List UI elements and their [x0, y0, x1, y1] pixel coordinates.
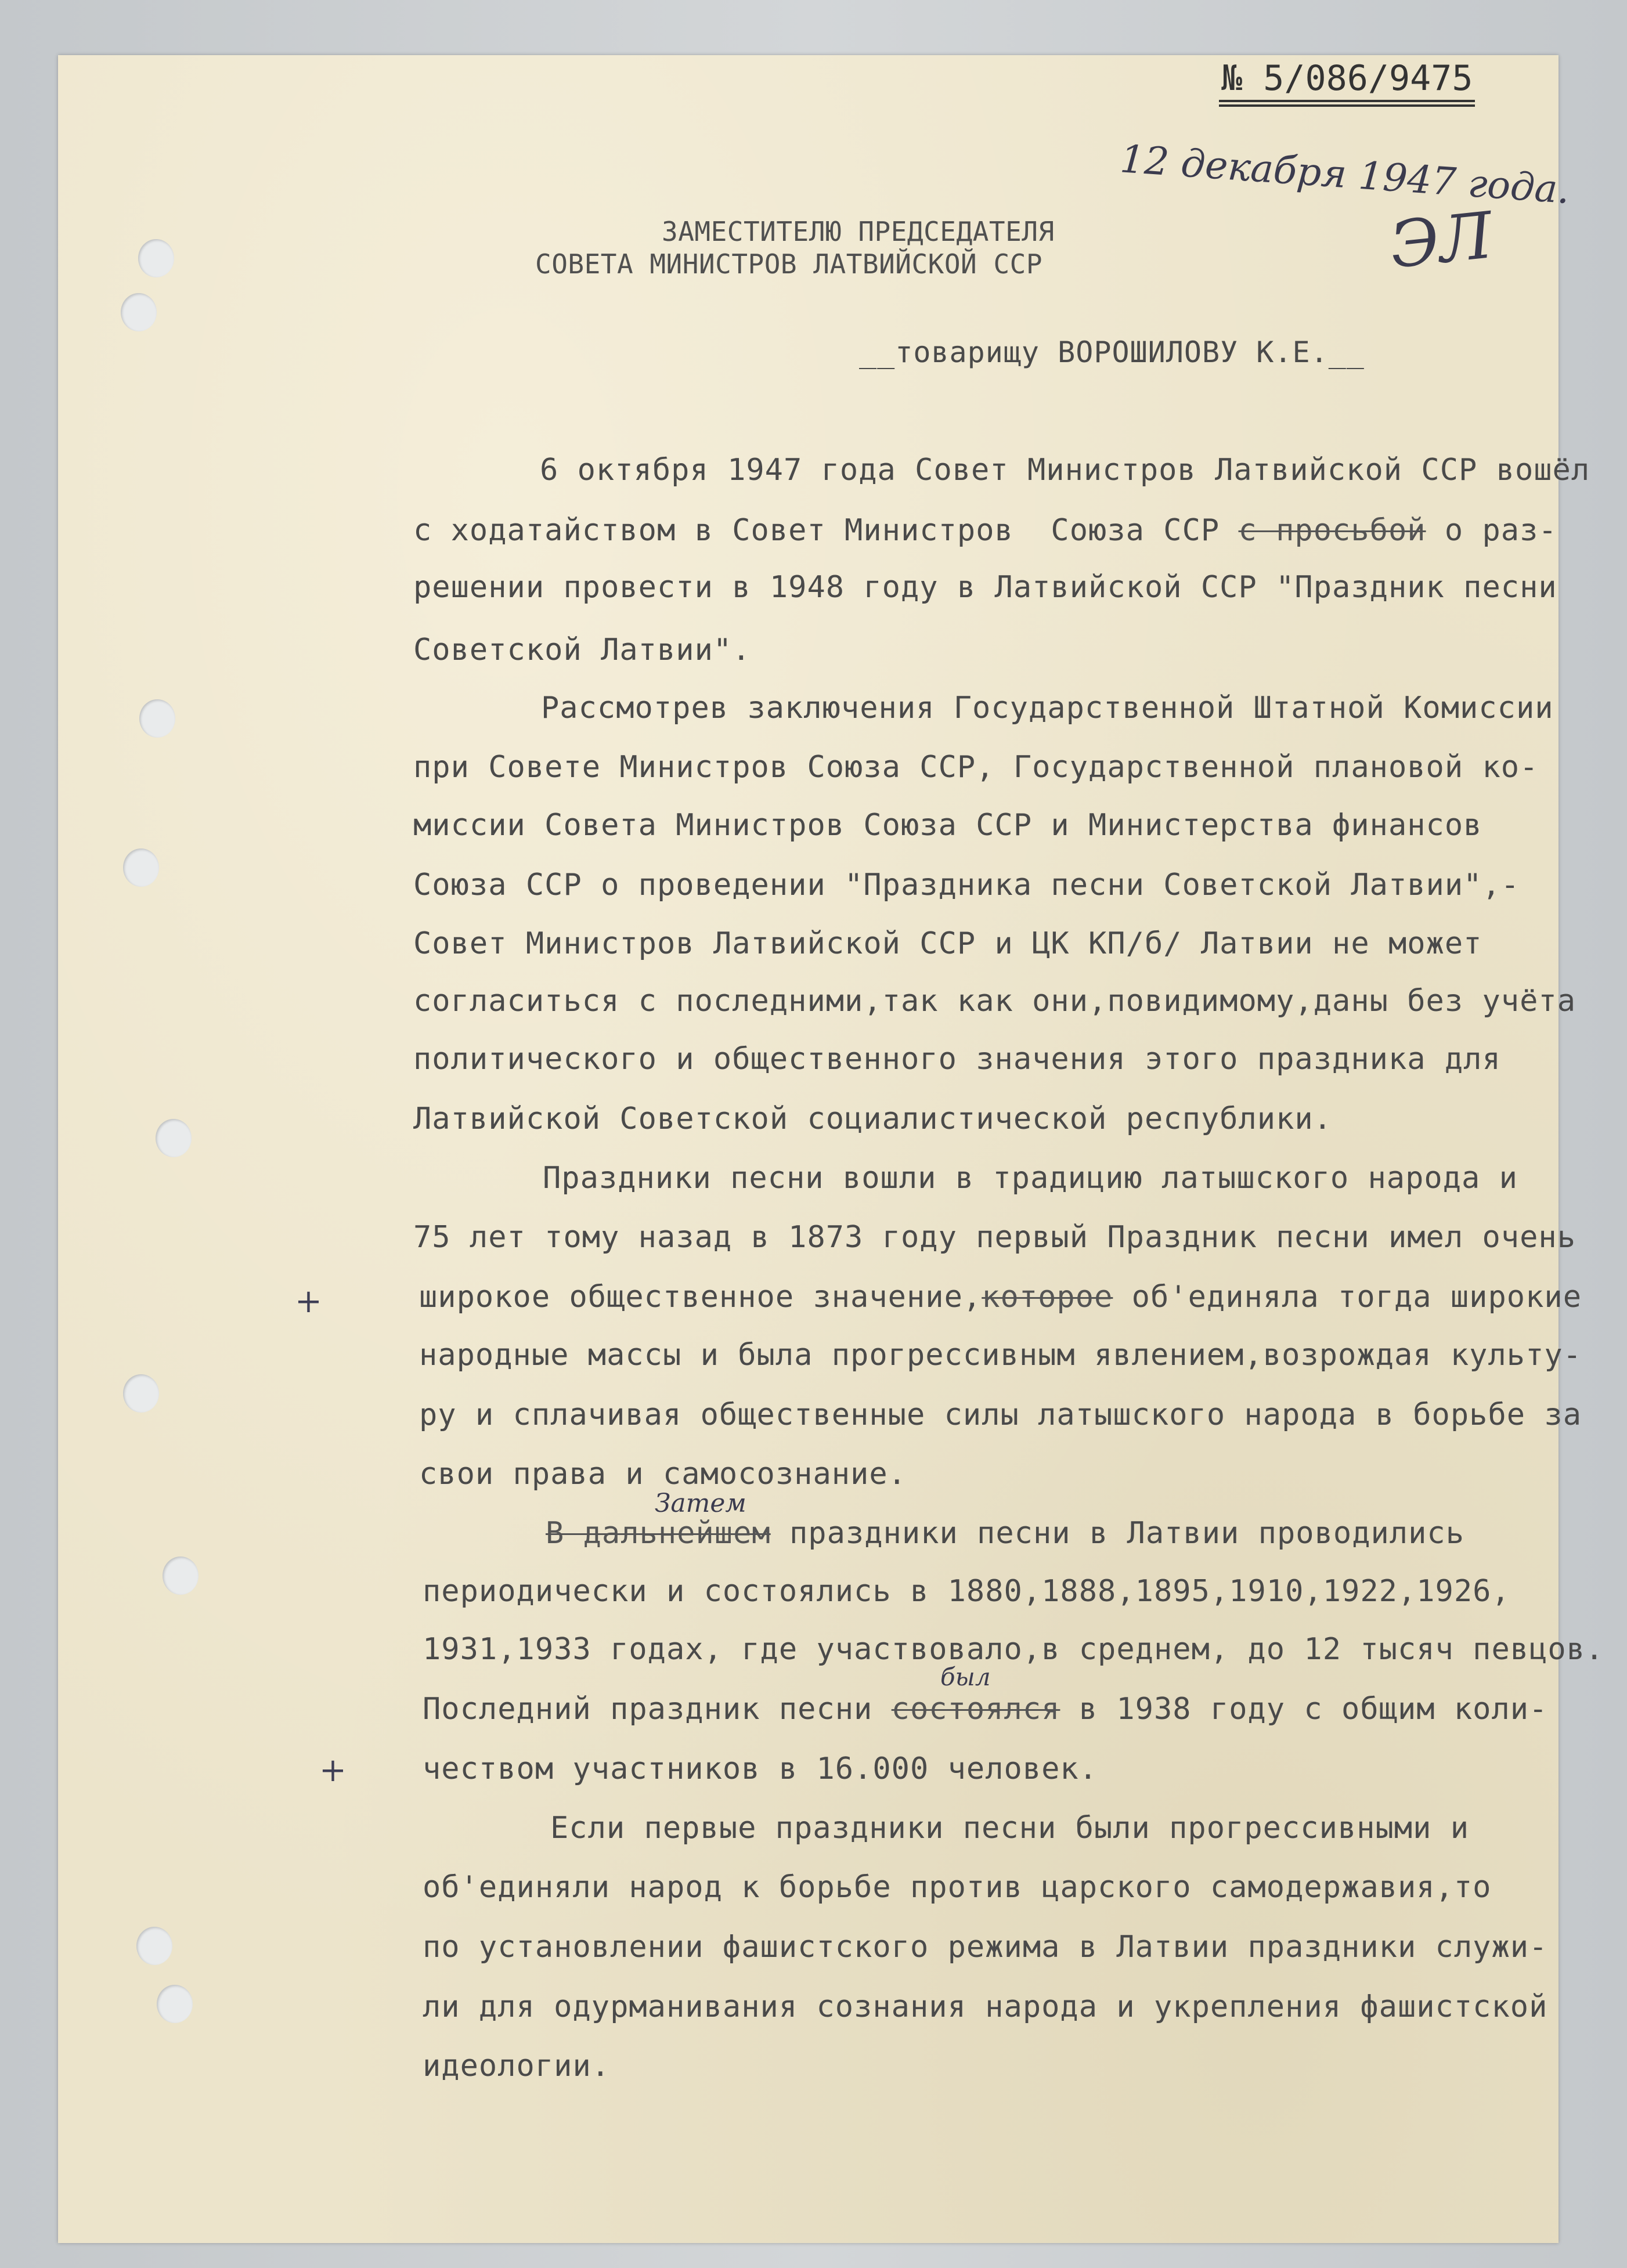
header-line-2: СОВЕТА МИНИСТРОВ ЛАТВИЙСКОЙ ССР — [535, 248, 1043, 280]
punch-hole — [157, 1985, 193, 2023]
text-line: чеством участников в 16.000 человек. — [423, 1751, 1098, 1786]
punch-hole — [163, 1556, 199, 1595]
struck-text: с просьбой — [1238, 513, 1426, 548]
text-line: В дальнейшем праздники песни в Латвии проводились — [546, 1516, 1465, 1551]
text-line: ру и сплачивая общественные силы латышского народа в борьбе за — [419, 1397, 1582, 1432]
text-line: Латвийской Советской социалистической республики. — [413, 1102, 1333, 1136]
text-line: с ходатайством в Совет Министров Союза ССР с просьбой о раз- — [413, 513, 1557, 548]
text-line: согласиться с последними,так как они,повидимому,даны без учёта — [413, 984, 1577, 1019]
text-line: 6 октября 1947 года Совет Министров Латвийской ССР вошёл — [540, 453, 1590, 487]
text-line: Последний праздник песни состоялся в 1938 году с общим коли- — [423, 1692, 1548, 1727]
text-line: по установлении фашистского режима в Латвии праздники служи- — [423, 1930, 1548, 1964]
text-line: Союза ССР о проведении "Праздника песни Советской Латвии",- — [413, 868, 1520, 902]
text-line: идеологии. — [423, 2049, 611, 2083]
punch-hole — [138, 239, 174, 277]
text-line: широкое общественное значение,которое об'единяла тогда широкие — [419, 1280, 1582, 1314]
punch-hole — [123, 1374, 159, 1413]
text-line: народные массы и была прогрессивным явлением,возрождая культу- — [419, 1338, 1582, 1373]
registration-number: № 5/086/9475 — [1219, 58, 1475, 102]
text-line: Рассмотрев заключения Государственной Штатной Комиссии — [541, 691, 1554, 725]
text-line: периодически и состоялись в 1880,1888,1895,1910,1922,1926, — [423, 1574, 1510, 1609]
text-line: при Совете Министров Союза ССР, Государственной плановой ко- — [413, 750, 1539, 785]
struck-text: В дальнейшем — [546, 1516, 771, 1551]
handwritten-date: 12 декабря 1947 года. — [1119, 136, 1571, 213]
text-line: миссии Совета Министров Союза ССР и Министерства финансов — [413, 808, 1482, 843]
margin-mark: + — [319, 1751, 347, 1789]
punch-hole — [123, 848, 159, 887]
handwritten-initials: ЭЛ — [1386, 198, 1496, 283]
addressee: __ товарищу ВОРОШИЛОВУ К.Е. __ — [859, 335, 1365, 369]
handwritten-correction-zatem: Затем — [655, 1489, 746, 1518]
text-line: ли для одурманивания сознания народа и укрепления фашистской — [423, 1989, 1548, 2024]
text-line: Праздники песни вошли в традицию латышского народа и — [543, 1161, 1518, 1196]
text-line: Если первые праздники песни были прогрессивными и — [550, 1811, 1470, 1846]
text-line: свои права и самосознание. — [419, 1457, 907, 1491]
punch-hole — [136, 1927, 172, 1965]
text-line: об'единяли народ к борьбе против царского самодержавия,то — [423, 1870, 1492, 1905]
punch-hole — [139, 699, 175, 738]
text-line: решении провести в 1948 году в Латвийской ССР "Праздник песни — [413, 570, 1557, 605]
punch-hole — [156, 1119, 192, 1157]
punch-hole — [121, 293, 157, 331]
document-page — [58, 55, 1559, 2243]
header-line-1: ЗАМЕСТИТЕЛЮ ПРЕДСЕДАТЕЛЯ — [662, 216, 1055, 247]
text-line: 75 лет тому назад в 1873 году первый Праздник песни имел очень — [413, 1220, 1577, 1255]
struck-text: которое — [982, 1280, 1113, 1314]
text-line: Советской Латвии". — [413, 633, 751, 667]
margin-mark: + — [295, 1283, 322, 1320]
handwritten-correction-byl: был — [940, 1663, 991, 1691]
text-line: политического и общественного значения этого праздника для — [413, 1042, 1501, 1077]
struck-text: состоялся — [891, 1692, 1060, 1727]
text-line: Совет Министров Латвийской ССР и ЦК КП/б/ Латвии не может — [413, 926, 1482, 961]
text-line: 1931,1933 годах, где участвовало,в среднем, до 12 тысяч певцов. — [423, 1632, 1604, 1667]
